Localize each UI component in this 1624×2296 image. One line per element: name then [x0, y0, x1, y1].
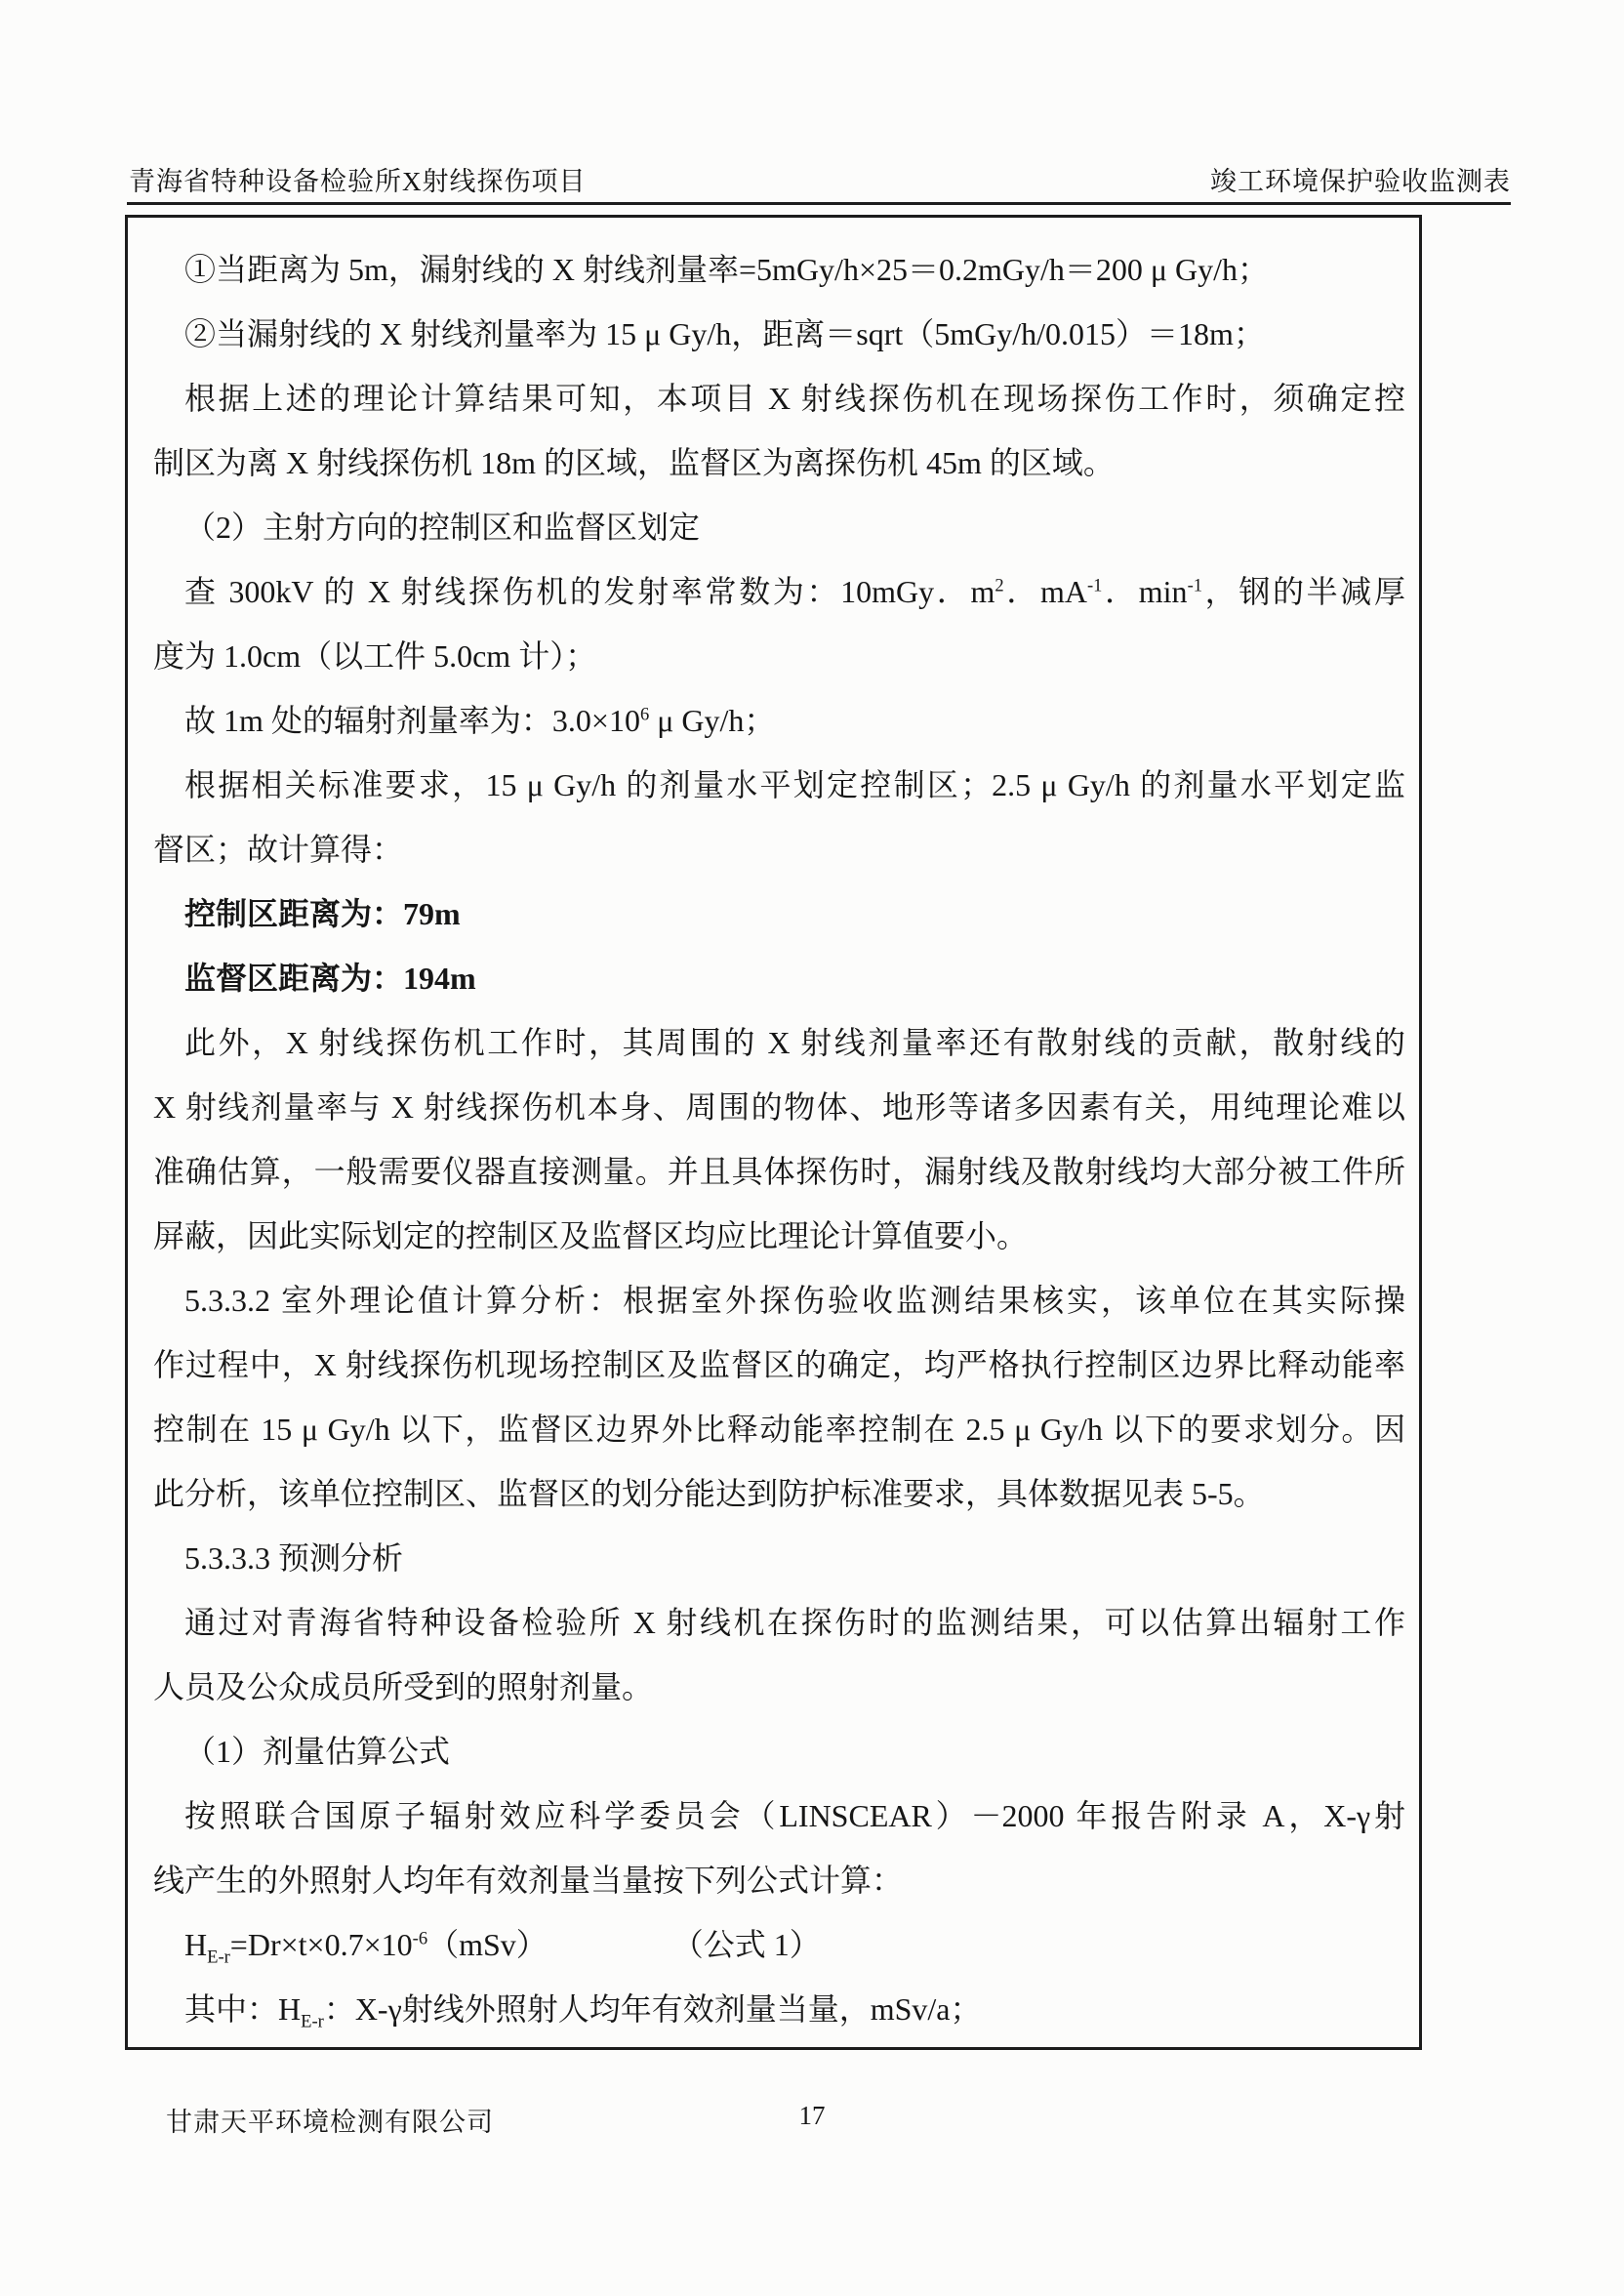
text-segment: 5.3.3.3 预测分析	[184, 1540, 404, 1576]
text-segment: 按照联合国原子辐射效应科学委员会（LINSCEAR）－2000 年报告附录 A，X-γ射	[184, 1798, 1405, 1833]
text-segment: 其中：H	[184, 1991, 302, 2027]
text-line	[153, 1526, 1405, 1590]
text-segment: 屏蔽，因此实际划定的控制区及监督区均应比理论计算值要小。	[153, 1218, 1029, 1253]
text-line	[153, 1010, 1405, 1075]
header-project-title: 青海省特种设备检验所X射线探伤项目	[129, 167, 587, 196]
text-line	[153, 1590, 1405, 1655]
superscript: -1	[1087, 575, 1103, 596]
text-line	[153, 817, 1405, 882]
text-segment: 此分析，该单位控制区、监督区的划分能达到防护标准要求，具体数据见表 5-5。	[153, 1476, 1265, 1511]
header-divider	[127, 202, 1511, 205]
text-line	[153, 1977, 1405, 2041]
text-line	[153, 1655, 1405, 1719]
text-segment: 督区；故计算得：	[153, 832, 404, 867]
text-line	[153, 237, 1405, 302]
text-segment: 故 1m 处的辐射剂量率为：3.0×10	[184, 703, 640, 738]
text-segment: 根据上述的理论计算结果可知，本项目 X 射线探伤机在现场探伤工作时，须确定控	[184, 381, 1405, 416]
text-line	[153, 688, 1405, 753]
text-segment: （mSv） （公式 1）	[427, 1927, 821, 1962]
subscript: E-r	[301, 2011, 324, 2032]
text-segment: ：X-γ射线外照射人均年有效剂量当量，mSv/a；	[323, 1991, 982, 2027]
text-segment: H	[184, 1927, 208, 1962]
text-segment: 控制区距离为：79m	[184, 896, 461, 931]
page-footer	[166, 2101, 1458, 2139]
text-segment: 作过程中，X 射线探伤机现场控制区及监督区的确定，均严格执行控制区边界比释动能率	[153, 1347, 1405, 1382]
text-line	[153, 1204, 1405, 1268]
text-segment: ①当距离为 5m，漏射线的 X 射线剂量率=5mGy/h×25＝0.2mGy/h＝200 μ Gy/h；	[184, 252, 1270, 287]
content-border-box	[125, 215, 1422, 2050]
text-segment: （1）剂量估算公式	[184, 1734, 451, 1769]
text-line	[153, 366, 1405, 430]
footer-company: 甘肃天平环境检测有限公司	[166, 2108, 494, 2137]
text-line	[153, 1332, 1405, 1397]
text-line	[153, 1461, 1405, 1526]
superscript: -1	[1187, 575, 1203, 596]
text-line	[153, 882, 1405, 946]
text-segment: 制区为离 X 射线探伤机 18m 的区域，监督区为离探伤机 45m 的区域。	[153, 445, 1115, 480]
text-line	[153, 430, 1405, 495]
text-line	[153, 559, 1405, 624]
text-line	[153, 1139, 1405, 1204]
document-body-text	[153, 237, 1405, 2041]
text-line	[153, 1075, 1405, 1139]
text-segment: 监督区距离为：194m	[184, 961, 476, 996]
text-segment: 人员及公众成员所受到的照射剂量。	[153, 1669, 654, 1704]
text-segment: 控制在 15 μ Gy/h 以下，监督区边界外比释动能率控制在 2.5 μ Gy/h 以下的要求划分。因	[153, 1412, 1405, 1447]
text-segment: 5.3.3.2 室外理论值计算分析：根据室外探伤验收监测结果核实，该单位在其实际操	[184, 1283, 1405, 1318]
text-segment: 查 300kV 的 X 射线探伤机的发射率常数为：10mGy．m	[184, 574, 995, 609]
text-line	[153, 1397, 1405, 1461]
text-line	[153, 946, 1405, 1010]
text-segment: 此外，X 射线探伤机工作时，其周围的 X 射线剂量率还有散射线的贡献，散射线的	[184, 1025, 1405, 1060]
text-segment: 度为 1.0cm（以工件 5.0cm 计）；	[153, 638, 597, 674]
text-line	[153, 1848, 1405, 1912]
text-segment: 根据相关标准要求，15 μ Gy/h 的剂量水平划定控制区；2.5 μ Gy/h 的剂量水平划定监	[184, 767, 1405, 802]
superscript: 6	[639, 704, 650, 725]
header-document-type: 竣工环境保护验收监测表	[1210, 167, 1511, 196]
text-line	[153, 624, 1405, 688]
text-segment: ．mA	[1003, 574, 1087, 609]
text-line	[153, 1912, 1405, 1977]
text-line	[153, 1719, 1405, 1784]
superscript: 2	[995, 575, 1004, 596]
text-segment: X 射线剂量率与 X 射线探伤机本身、周围的物体、地形等诸多因素有关，用纯理论难以	[153, 1089, 1405, 1125]
page-number: 17	[798, 2101, 826, 2130]
subscript: E-r	[207, 1947, 230, 1968]
text-segment: 通过对青海省特种设备检验所 X 射线机在探伤时的监测结果，可以估算出辐射工作	[184, 1605, 1405, 1640]
text-segment: 线产生的外照射人均年有效剂量当量按下列公式计算：	[153, 1863, 904, 1898]
text-line	[153, 495, 1405, 559]
text-segment: 准确估算，一般需要仪器直接测量。并且具体探伤时，漏射线及散射线均大部分被工件所	[153, 1154, 1405, 1189]
text-line	[153, 1268, 1405, 1332]
text-segment: ②当漏射线的 X 射线剂量率为 15 μ Gy/h，距离＝sqrt（5mGy/h/0.015）＝18m；	[184, 316, 1265, 351]
text-segment: ，钢的半减厚	[1202, 574, 1405, 609]
text-line	[153, 753, 1405, 817]
text-segment: μ Gy/h；	[649, 703, 776, 738]
page-header	[129, 160, 1511, 198]
superscript: -6	[412, 1928, 428, 1949]
text-line	[153, 302, 1405, 366]
text-line	[153, 1784, 1405, 1848]
text-segment: ．min	[1102, 574, 1188, 609]
text-segment: （2）主射方向的控制区和监督区划定	[184, 510, 701, 545]
text-segment: =Dr×t×0.7×10	[229, 1927, 413, 1962]
